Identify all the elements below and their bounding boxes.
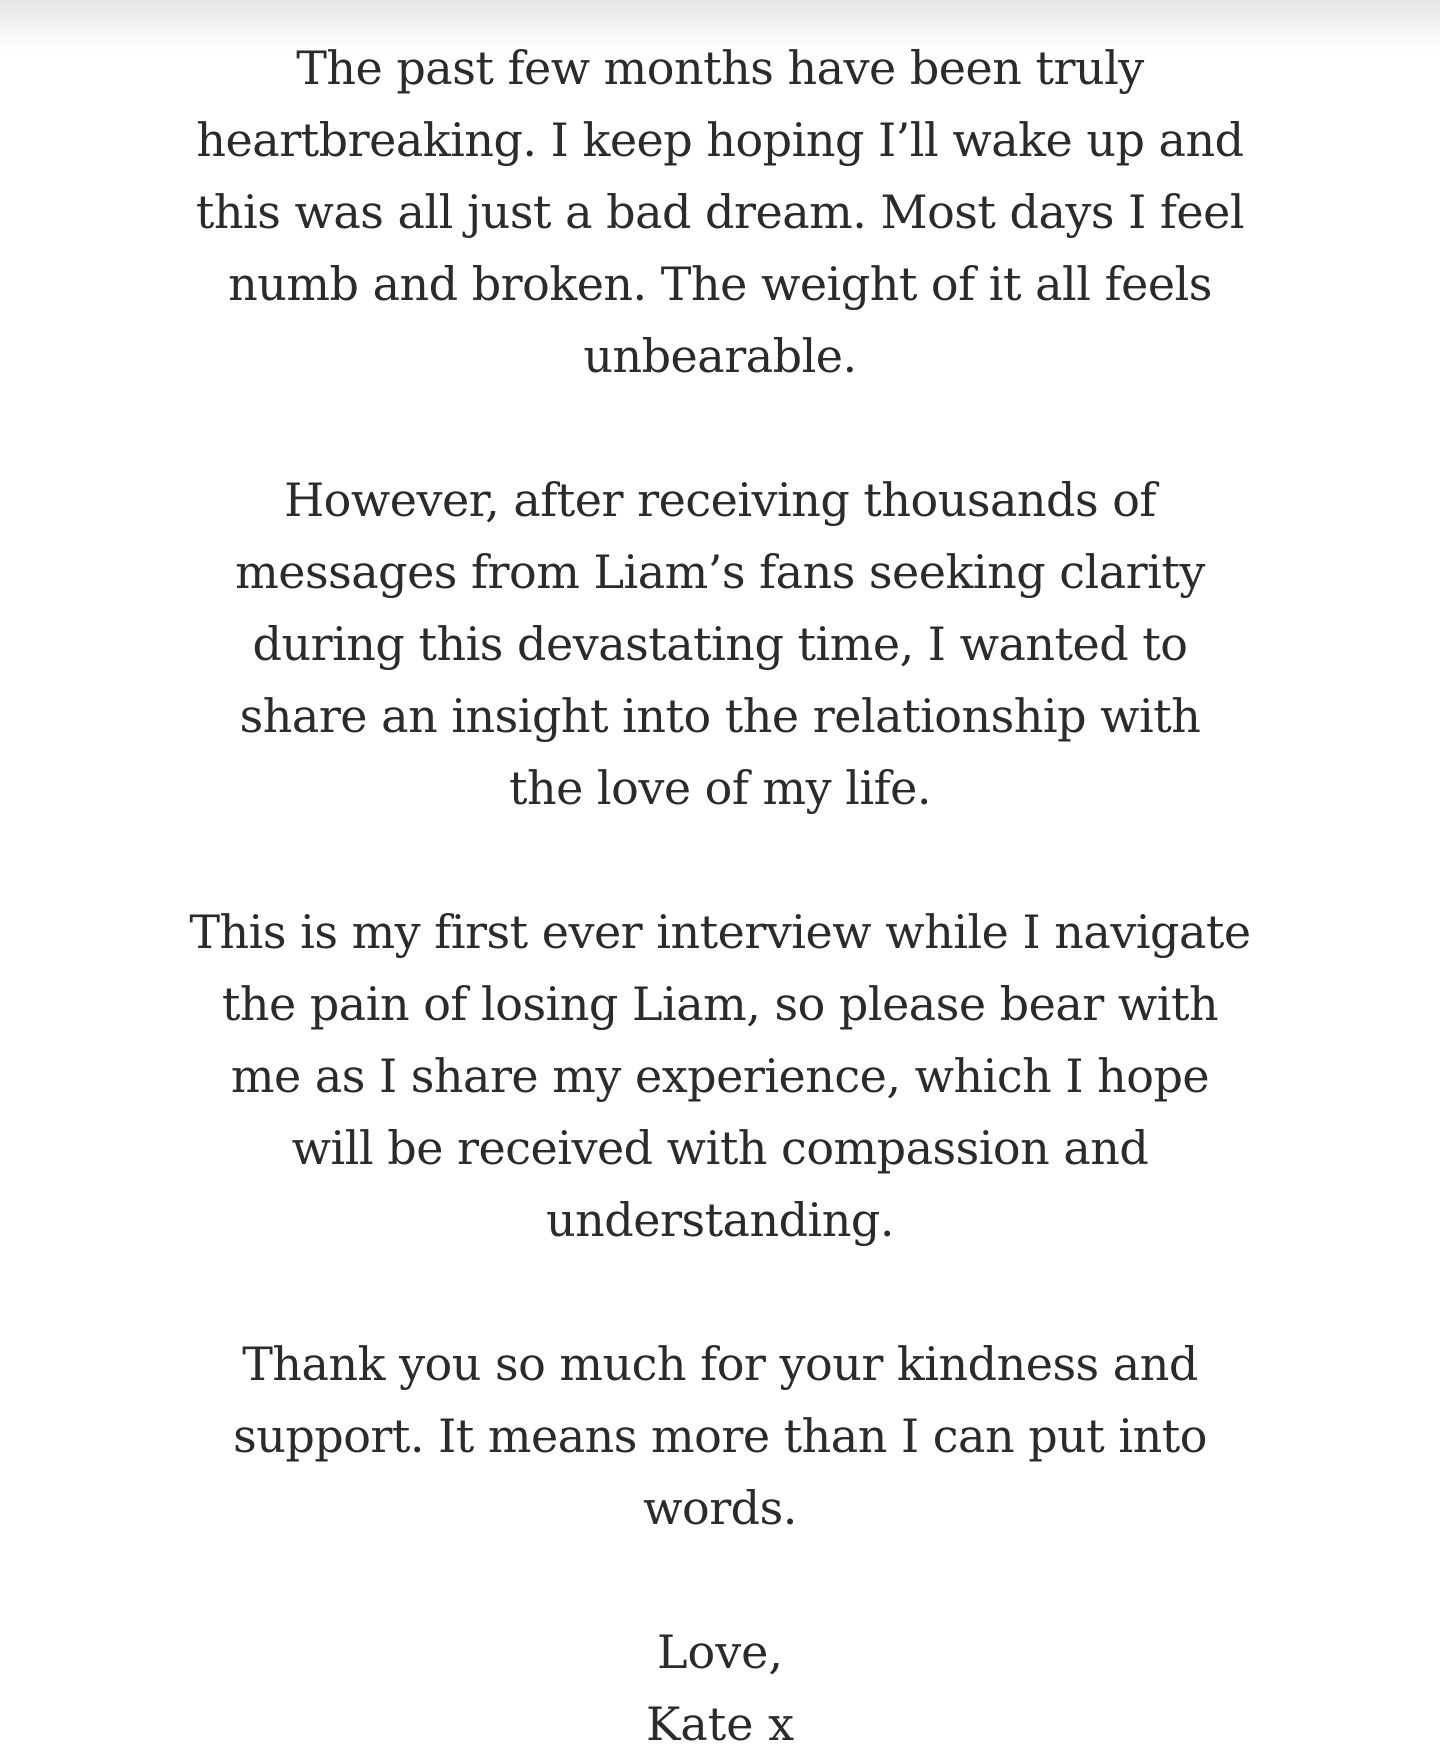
statement-paragraph-4: Thank you so much for your kindness and support. It means more than I can put into words. bbox=[233, 1337, 1207, 1535]
signature-text: Kate x bbox=[645, 1697, 795, 1747]
closing-text: Love, bbox=[656, 1625, 784, 1679]
statement-paragraph-1: The past few months have been truly heartbreaking. I keep hoping I’ll wake up and this was all just a bad dream. Most days I feel numb and broken. The weight of it all feels unbearable. bbox=[195, 41, 1245, 383]
signoff bbox=[0, 1616, 1440, 1747]
statement-paragraph-2: However, after receiving thousands of messages from Liam’s fans seeking clarity during this devastating time, I wanted to share an insight into the relationship with the love of my life. bbox=[235, 473, 1205, 815]
statement-text bbox=[0, 32, 1440, 1747]
statement-paragraph-3: This is my first ever interview while I navigate the pain of losing Liam, so please bear with me as I share my experience, which I hope will be received with compassion and understanding. bbox=[189, 905, 1251, 1247]
